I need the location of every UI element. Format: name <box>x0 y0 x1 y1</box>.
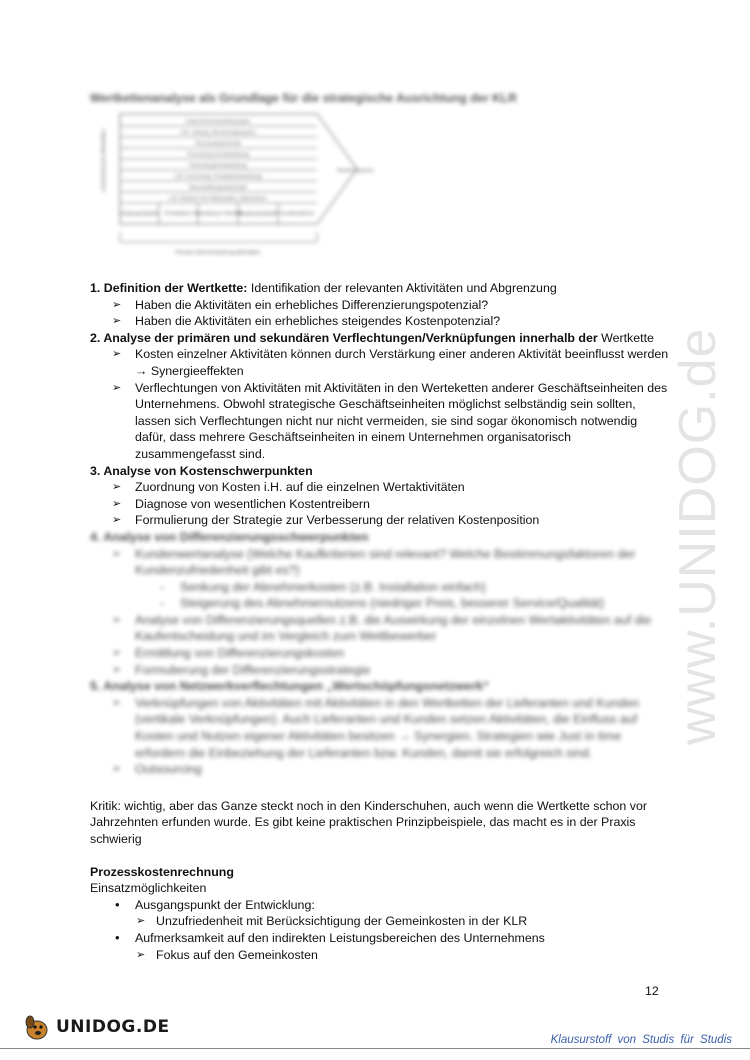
section-5-heading: 5. Analyse von Netzwerkverflechtungen „Wertschöpfungsnetzwerk“ <box>90 679 490 694</box>
blurred-sections <box>90 529 670 778</box>
list-item: ➢ Formulierung der Strategie zur Verbesserung der relativen Kostenposition <box>112 513 540 528</box>
diagram-row-6: z.B. Forschung, Produktentwicklung <box>174 174 262 180</box>
diagram-row-8: z.B. Einkauf von Materialien, Maschinen <box>169 196 267 202</box>
document-body <box>90 280 670 963</box>
diagram-primary-2: Produktion <box>164 211 192 217</box>
list-item: ➢ Zuordnung von Kosten i.H. auf die einzelnen Wertaktivitäten <box>112 480 465 495</box>
list-item: • Aufmerksamkeit auf den indirekten Leistungsbereichen des Unternehmens <box>115 929 545 945</box>
arrow-bullet-icon: ➢ <box>112 298 122 311</box>
diagram-row-2: z.B. Leitung, Rechnungswesen <box>180 130 256 136</box>
arrow-bullet-icon: ➢ <box>112 315 122 328</box>
sub-item: - Senkung der Abnehmerkosten (z.B. Installation einfach) <box>160 579 486 594</box>
list-item: ➢ Analyse von Differenzierungsquellen z.B. die Auswirkung der einzelnen Wertaktivitäten auf die Kaufentscheidung und im Vergleich zum Wettbewerber <box>112 612 652 644</box>
diagram-row-3: Personalwirtschaft <box>195 141 241 147</box>
diagram-right-label: Gewinnspanne <box>337 168 374 174</box>
diagram-row-7: Beschaffungswirtschaft <box>189 185 247 191</box>
dog-logo-icon <box>22 1012 52 1042</box>
list-item: ➢ Haben die Aktivitäten ein erhebliches Differenzierungspotenzial? <box>112 297 489 312</box>
arrow-bullet-icon: ➢ <box>112 381 122 394</box>
footer-divider <box>0 1048 750 1049</box>
section-4-heading: 4. Analyse von Differenzierungsschwerpunkten <box>90 529 369 544</box>
diagram-row-1: Unternehmensinfrastruktur <box>185 119 251 125</box>
kritik-paragraph: Kritik: wichtig, aber das Ganze steckt noch in den Kinderschuhen, auch wenn die Wertkette schon vor Jahrzehnten erfunden wurde. Es gibt keine praktischen Prinzipbeispiele, das macht es in der Praxis schwierig <box>90 798 647 846</box>
arrow-bullet-icon: ➢ <box>136 915 146 928</box>
list-item: ➢ Kundenwertanalyse (Welche Kaufkriterien sind relevant? Welche Bestimmungsfaktoren der Kundenzufriedenheit gibt es?) <box>112 546 636 578</box>
diagram-row-4: Forschung & Entwicklung <box>186 152 250 158</box>
list-item: ➢ Verknüpfungen von Aktivitäten mit Aktivitäten in den Wertketten der Lieferanten und Kunden (vertikale Verknüpfungen). Auch Lieferanten und Kunden setzen Aktivitäten, die Einfluss auf Kosten und Nutzen eigener Aktivitäten besitzen → Synergien. Strategien wie Just in time erfordern die Einbeziehung der Lieferanten bzw. Kunden, damit sie erfolgreich sind. <box>112 695 639 760</box>
diagram-primary-1: Eingangslogistik <box>119 211 159 217</box>
page-number: 12 <box>645 984 659 998</box>
watermark: www.UNIDOG.de <box>669 327 727 745</box>
list-item: ➢ Ermittlung von Differenzierungskosten <box>112 646 345 661</box>
list-item: • Ausgangspunkt der Entwicklung: <box>115 896 315 912</box>
einsatz-label: Einsatzmöglichkeiten <box>90 881 207 896</box>
list-item: ➢ Diagnose von wesentlichen Kostentreibern <box>112 496 370 511</box>
value-chain-diagram <box>95 112 374 270</box>
list-item: ➢ Haben die Aktivitäten ein erhebliches steigendes Kostenpotenzial? <box>112 314 501 329</box>
logo-text: UNIDOG.DE <box>56 1016 170 1037</box>
diagram-primary-5: Kundendienst <box>280 211 314 217</box>
sub-item: - Steigerung des Abnehmernutzens (niedriger Preis, besserer Service/Qualität) <box>160 596 605 611</box>
arrow-bullet-icon: ➢ <box>112 481 122 494</box>
diagram-title: Wertkettenanalyse als Grundlage für die strategische Ausrichtung der KLR <box>90 91 517 105</box>
arrow-bullet-icon: ➢ <box>112 497 122 510</box>
footer-tagline: Klausurstoff von Studis für Studis <box>550 1034 732 1046</box>
section-1-heading: 1. Definition der Wertkette: Identifikation der relevanten Aktivitäten und Abgrenzung <box>90 281 557 295</box>
list-item: ➢ Outsourcing <box>112 762 202 777</box>
diagram-primary-4: Ausgangslogistik <box>237 211 279 217</box>
unidog-logo <box>22 1012 170 1042</box>
round-bullet-icon: • <box>115 896 120 912</box>
arrow-bullet-icon: ➢ <box>112 514 122 527</box>
sub-item: ➢ Fokus auf den Gemeinkosten <box>136 947 318 962</box>
arrow-bullet-icon: ➢ <box>136 948 146 961</box>
list-item: ➢ Formulierung der Differenzierungsstrategie <box>112 662 371 677</box>
round-bullet-icon: • <box>115 929 120 945</box>
list-item: ➢ Verflechtungen von Aktivitäten mit Aktivitäten in den Werteketten anderer Geschäftseinheiten des Unternehmens. Obwohl strategische Geschäftseinheiten möglichst selbständig sein sollten, lassen sich Verflechtungen nicht nur nicht vermeiden, sie sind sogar ökonomisch notwendig dafür, dass mehrere Geschäftseinheiten in einem Unternehmen organisatorisch zusammengefasst sind. <box>112 380 668 461</box>
diagram-bottom-label: Primäre Wertschöpfungsaktivitäten <box>175 250 261 256</box>
sub-item: ➢ Unzufriedenheit mit Berücksichtigung der Gemeinkosten in der KLR <box>136 914 528 929</box>
section-2-heading: 2. Analyse der primären und sekundären Verflechtungen/Verknüpfungen innerhalb der Wertkette <box>90 330 654 345</box>
diagram-row-5: Technologieentwicklung <box>188 163 248 169</box>
section-3-heading: 3. Analyse von Kostenschwerpunkten <box>90 463 313 478</box>
diagram-primary-3: Marketing & Vertrieb <box>193 211 243 217</box>
diagram-left-label: unterstützende Aktivitäten <box>101 129 107 192</box>
list-item: ➢ Kosten einzelner Aktivitäten können durch Verstärkung einer anderen Aktivität beeinflusst werden → Synergieeffekten <box>112 347 669 378</box>
arrow-bullet-icon: ➢ <box>112 348 122 361</box>
prozesskosten-heading: Prozesskostenrechnung <box>90 864 234 879</box>
